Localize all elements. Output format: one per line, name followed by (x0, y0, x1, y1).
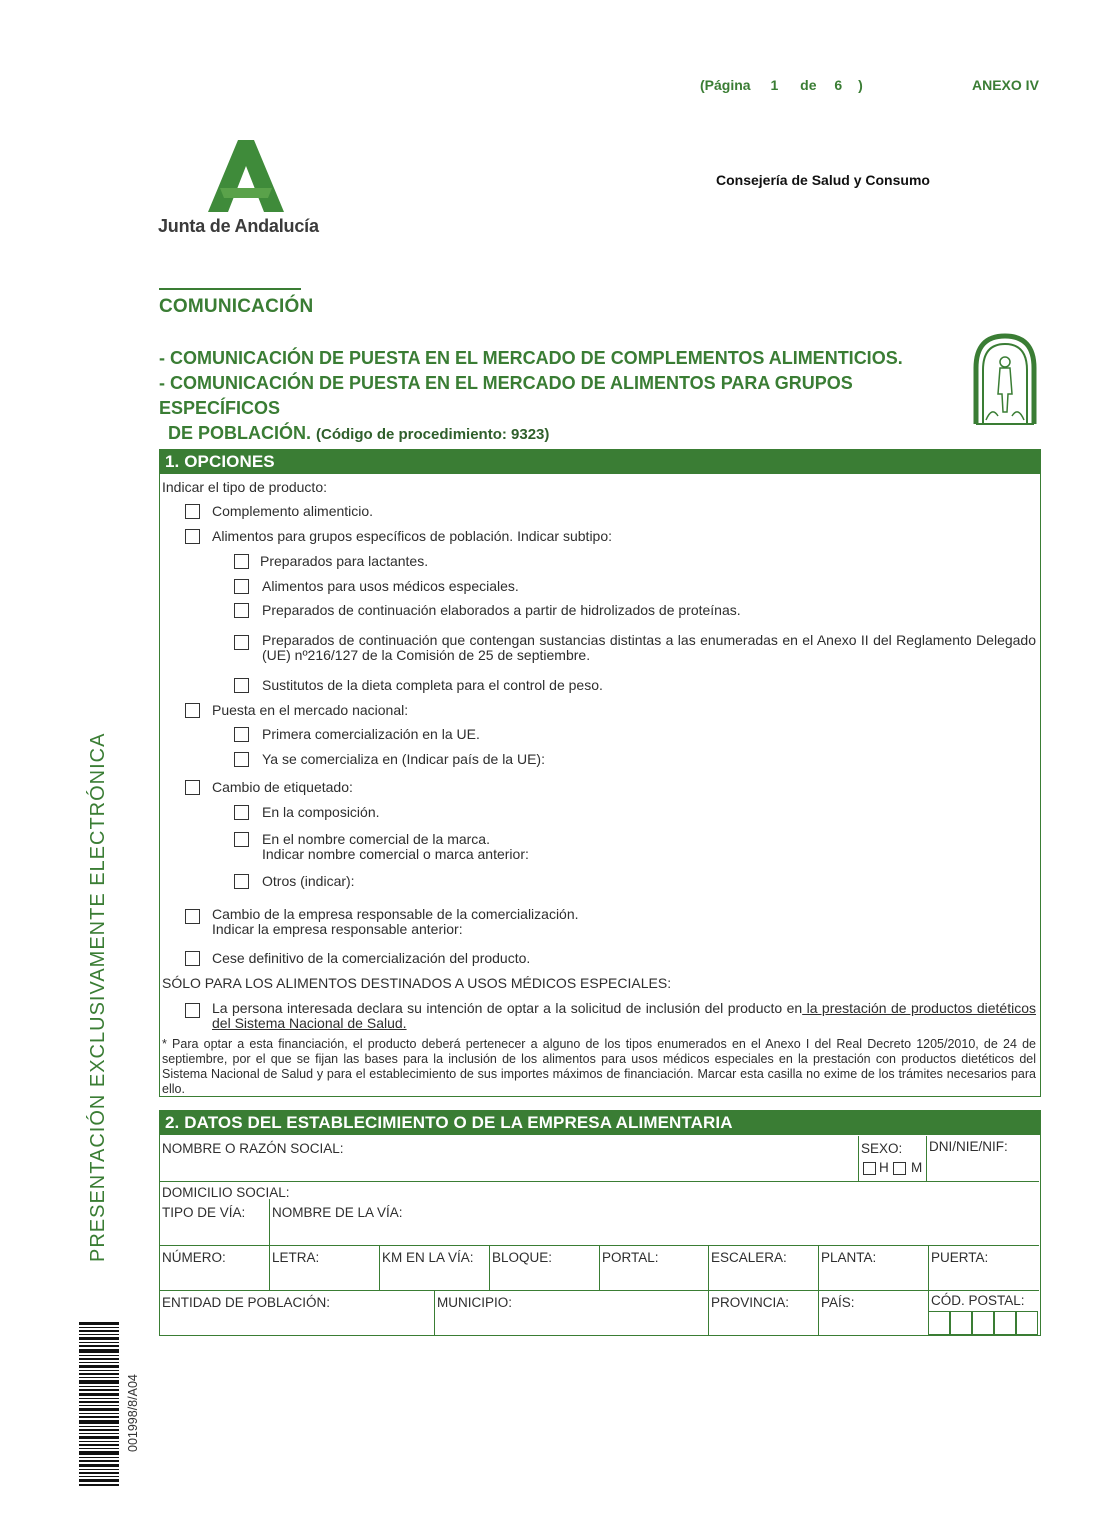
usos-medicos-checkbox[interactable] (234, 579, 249, 594)
title-line-1: - COMUNICACIÓN DE PUESTA EN EL MERCADO DE COMPLEMENTOS ALIMENTICIOS. (159, 348, 903, 368)
mercado-nacional-checkbox[interactable] (185, 703, 200, 718)
otros-label: Otros (indicar): (262, 873, 355, 889)
cod-postal-digit-box[interactable] (994, 1311, 1016, 1335)
tipo-via-label: TIPO DE VÍA: (162, 1205, 246, 1220)
sexo-m-checkbox[interactable] (893, 1162, 906, 1175)
grid-line (858, 1136, 859, 1181)
nombre-comercial-checkbox[interactable] (234, 832, 249, 847)
barcode-icon (79, 1322, 119, 1486)
cambio-etiquetado-checkbox[interactable] (185, 780, 200, 795)
presentation-vertical-text: PRESENTACIÓN EXCLUSIVAMENTE ELECTRÓNICA (87, 732, 109, 1262)
usos-medicos-label: Alimentos para usos médicos especiales. (262, 578, 519, 594)
sexo-label: SEXO: (861, 1141, 903, 1156)
sexo-h-label: H (879, 1160, 889, 1175)
sustancias-checkbox[interactable] (234, 635, 249, 650)
grid-line (708, 1245, 709, 1290)
cod-postal-digit-box[interactable] (972, 1311, 994, 1335)
grid-line (489, 1245, 490, 1290)
footnote: * Para optar a esta financiación, el producto deberá pertenecer a alguno de los tipos enumerados en el Anexo I del Real Decreto 1205/2010, de 24 de septiembre, por el que se fijan las bases para la inclusión de los alimentos para usos médicos especiales en la prestación con productos dietéticos del Sistema Nacional de Salud y para el establecimiento de sus importes máximos de financiación. Marcar esta casilla no exime de los trámites necesarios para ello. (162, 1037, 1036, 1096)
complemento-label: Complemento alimenticio. (212, 503, 374, 519)
grid-line (928, 1245, 929, 1290)
grid-line (926, 1136, 927, 1181)
grid-line (434, 1290, 435, 1335)
portal-label: PORTAL: (602, 1250, 659, 1265)
declara-text: La persona interesada declara su intención de optar a la solicitud de inclusión del producto en (212, 1000, 803, 1016)
nombre-comercial-line2: Indicar nombre comercial o marca anterior: (262, 846, 529, 862)
sexo-h-checkbox[interactable] (863, 1162, 876, 1175)
planta-label: PLANTA: (821, 1250, 877, 1265)
nombre-comercial-line1: En el nombre comercial de la marca. (262, 831, 490, 847)
grid-line (269, 1199, 270, 1245)
solo-usos-medicos-heading: SÓLO PARA LOS ALIMENTOS DESTINADOS A USOS MÉDICOS ESPECIALES: (162, 975, 672, 991)
ya-comercializa-label: Ya se comercializa en (Indicar país de la UE): (262, 751, 545, 767)
form-titles (159, 346, 971, 447)
hidrolizados-checkbox[interactable] (234, 603, 249, 618)
ya-comercializa-checkbox[interactable] (234, 752, 249, 767)
grid-line (818, 1290, 819, 1335)
lactantes-label: Preparados para lactantes. (260, 553, 429, 569)
provincia-label: PROVINCIA: (711, 1295, 790, 1310)
km-via-label: KM EN LA VÍA: (382, 1250, 474, 1265)
page-number: 1 (770, 77, 779, 93)
page-close: ) (858, 77, 863, 93)
composicion-checkbox[interactable] (234, 805, 249, 820)
prestacion-link[interactable]: la prestación de productos dietéticos del Sistema Nacional de Salud. (212, 1000, 1036, 1031)
cambio-etiquetado-label: Cambio de etiquetado: (212, 779, 353, 795)
composicion-label: En la composición. (262, 804, 380, 820)
nombre-via-label: NOMBRE DE LA VÍA: (272, 1205, 403, 1220)
sustancias-label: Preparados de continuación que contengan sustancias distintas a las enumeradas en el Anexo II del Reglamento Delegado (UE) nº216/127 de la Comisión de 25 de septiembre. (262, 632, 1036, 663)
municipio-label: MUNICIPIO: (437, 1295, 513, 1310)
nombre-razon-social-label: NOMBRE O RAZÓN SOCIAL: (162, 1141, 344, 1156)
cambio-empresa-label (212, 907, 579, 937)
dni-label: DNI/NIE/NIF: (929, 1139, 1008, 1154)
otros-checkbox[interactable] (234, 874, 249, 889)
cod-postal-digit-box[interactable] (1016, 1311, 1038, 1335)
grid-line (160, 1290, 1039, 1291)
consejeria-name: Consejería de Salud y Consumo (716, 172, 930, 188)
grid-line (599, 1245, 600, 1290)
title-line-3 (159, 421, 971, 447)
cod-postal-digit-box[interactable] (928, 1311, 950, 1335)
procedure-code: (Código de procedimiento: 9323) (316, 426, 550, 443)
cambio-empresa-checkbox[interactable] (185, 909, 200, 924)
title-line-2: - COMUNICACIÓN DE PUESTA EN EL MERCADO DE ALIMENTOS PARA GRUPOS ESPECÍFICOS (159, 373, 853, 418)
grupos-especificos-label: Alimentos para grupos específicos de población. Indicar subtipo: (212, 528, 613, 544)
andalucia-seal-icon (972, 332, 1038, 426)
numero-label: NÚMERO: (162, 1250, 226, 1265)
page-total: 6 (834, 77, 843, 93)
grid-line (708, 1290, 709, 1335)
logo-text: Junta de Andalucía (158, 216, 319, 236)
mercado-nacional-label: Puesta en el mercado nacional: (212, 702, 409, 718)
title-rule (159, 288, 301, 290)
primera-comercializacion-label: Primera comercialización en la UE. (262, 726, 480, 742)
puerta-label: PUERTA: (931, 1250, 989, 1265)
primera-comercializacion-checkbox[interactable] (234, 727, 249, 742)
section-opciones (159, 449, 1041, 1097)
lactantes-checkbox[interactable] (234, 554, 249, 569)
cese-label: Cese definitivo de la comercialización del producto. (212, 950, 531, 966)
sustitutos-label: Sustitutos de la dieta completa para el control de peso. (262, 677, 603, 693)
bloque-label: BLOQUE: (492, 1250, 553, 1265)
letra-label: LETRA: (272, 1250, 320, 1265)
sustitutos-checkbox[interactable] (234, 678, 249, 693)
page-label: (Página (700, 77, 751, 93)
grid-line (818, 1245, 819, 1290)
form-type-title: COMUNICACIÓN (159, 296, 314, 317)
product-type-intro: Indicar el tipo de producto: (162, 479, 327, 495)
anexo-label: ANEXO IV (972, 77, 1039, 93)
hidrolizados-label: Preparados de continuación elaborados a partir de hidrolizados de proteínas. (262, 602, 741, 618)
sexo-m-label: M (911, 1160, 923, 1175)
grid-line (379, 1245, 380, 1290)
complemento-checkbox[interactable] (185, 504, 200, 519)
junta-logo-icon (158, 138, 338, 216)
cambio-empresa-line2: Indicar la empresa responsable anterior: (212, 921, 463, 937)
section-datos-establecimiento (159, 1110, 1041, 1336)
declara-inclusion-label (212, 1001, 1036, 1031)
pais-label: PAÍS: (821, 1295, 855, 1310)
section-2-title: 2. DATOS DEL ESTABLECIMIENTO O DE LA EMPRESA ALIMENTARIA (160, 1111, 1040, 1135)
entidad-poblacion-label: ENTIDAD DE POBLACIÓN: (162, 1295, 331, 1310)
cambio-empresa-line1: Cambio de la empresa responsable de la comercialización. (212, 906, 579, 922)
declara-inclusion-checkbox[interactable] (185, 1003, 200, 1018)
cese-checkbox[interactable] (185, 951, 200, 966)
cod-postal-label: CÓD. POSTAL: (931, 1293, 1025, 1308)
grid-line (160, 1181, 1039, 1182)
title-line-3-text: DE POBLACIÓN. (168, 423, 312, 443)
escalera-label: ESCALERA: (711, 1250, 787, 1265)
section-1-title: 1. OPCIONES (160, 450, 1040, 474)
cod-postal-digit-box[interactable] (950, 1311, 972, 1335)
nombre-comercial-label (262, 832, 529, 862)
page-of-label: de (800, 77, 817, 93)
domicilio-label: DOMICILIO SOCIAL: (162, 1185, 290, 1200)
grid-line (269, 1245, 270, 1290)
junta-andalucia-logo (158, 138, 338, 238)
page-indicator (700, 77, 863, 93)
grupos-especificos-checkbox[interactable] (185, 529, 200, 544)
barcode-number: 001998/8/A04 (126, 1374, 140, 1452)
